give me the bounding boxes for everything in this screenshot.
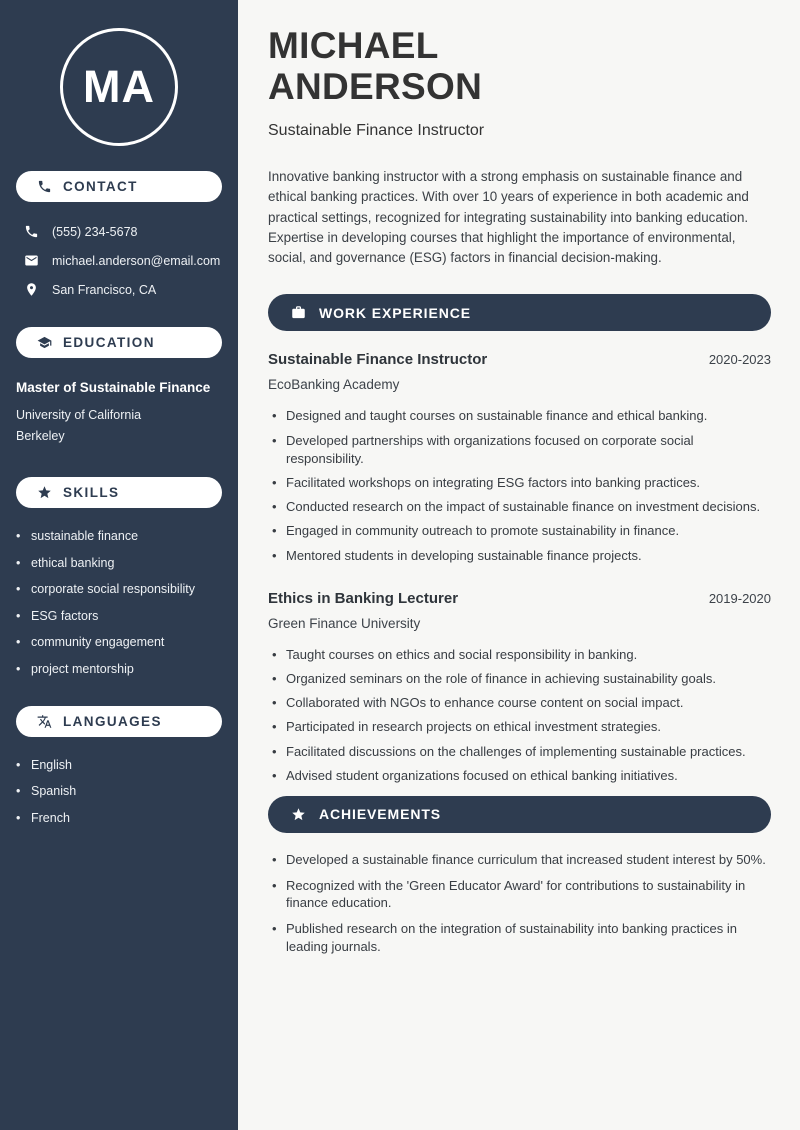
star-icon: [291, 807, 306, 822]
achievements-title: ACHIEVEMENTS: [319, 806, 442, 823]
job-bullet: • Advised student organizations focused on ethical banking initiatives.: [272, 767, 771, 785]
job-bullet: • Engaged in community outreach to promote sustainability in finance.: [272, 522, 771, 540]
contact-section-title: CONTACT: [63, 179, 138, 194]
job-header: [268, 590, 771, 607]
contact-email: [0, 253, 238, 268]
sidebar: [0, 0, 238, 1130]
job-entry: [268, 351, 771, 564]
skills-list: [0, 529, 238, 676]
job-bullet: • Facilitated discussions on the challenges of implementing sustainable practices.: [272, 743, 771, 761]
job-bullet: • Collaborated with NGOs to enhance course content on social impact.: [272, 694, 771, 712]
translate-icon: [37, 714, 52, 729]
job-title: Ethics in Banking Lecturer: [268, 589, 459, 607]
phone-value: (555) 234-5678: [52, 224, 138, 239]
education-campus: Berkeley: [16, 429, 65, 443]
avatar-initials: MA: [83, 61, 155, 112]
job-header: [268, 351, 771, 368]
job-bullet: • Participated in research projects on ethical investment strategies.: [272, 718, 771, 736]
job-bullet: • Taught courses on ethics and social responsibility in banking.: [272, 646, 771, 664]
skill-item: • project mentorship: [16, 662, 228, 676]
job-bullet: • Designed and taught courses on sustainable finance and ethical banking.: [272, 407, 771, 425]
job-bullet: • Conducted research on the impact of sustainable finance on investment decisions.: [272, 498, 771, 516]
achievement-item: • Published research on the integration of sustainability into banking practices in leading journals.: [272, 920, 771, 956]
skill-item: • corporate social responsibility: [16, 582, 228, 596]
job-bullet: • Developed partnerships with organizations focused on corporate social responsibility.: [272, 432, 771, 468]
job-title: Sustainable Finance Instructor: [268, 351, 488, 369]
languages-section-title: LANGUAGES: [63, 713, 162, 729]
job-bullet: • Organized seminars on the role of finance in achieving sustainability goals.: [272, 670, 771, 688]
achievements-banner: [268, 796, 771, 833]
headline: Sustainable Finance Instructor: [268, 122, 485, 139]
contact-list: [0, 224, 238, 297]
job-bullet-list: [272, 646, 771, 785]
last-name: ANDERSON: [268, 66, 483, 107]
main-content: [238, 0, 800, 1130]
location-icon: [24, 282, 39, 297]
education-section-title: EDUCATION: [63, 335, 155, 350]
graduation-cap-icon: [37, 335, 52, 350]
contact-location: [0, 282, 238, 297]
achievement-item: • Recognized with the 'Green Educator Award' for contributions to sustainability in finance education.: [272, 877, 771, 913]
phone-icon: [24, 224, 39, 239]
first-name: MICHAEL: [268, 25, 439, 66]
language-item: • English: [16, 758, 228, 772]
education-school: University of California: [16, 408, 142, 422]
email-value: michael.anderson@email.com: [52, 253, 221, 268]
work-experience-banner: [268, 294, 771, 331]
location-value: San Francisco, CA: [52, 282, 157, 297]
phone-icon: [37, 179, 52, 194]
job-bullet: • Facilitated workshops on integrating ESG factors into banking practices.: [272, 474, 771, 492]
education-section-header: [16, 327, 222, 358]
education-entry: [0, 380, 238, 447]
summary-paragraph: Innovative banking instructor with a strong emphasis on sustainable finance and ethical banking practices. With over 10 years of experience in both academic and practical settings, recognized for integrating sustainability into banking education. Expertise in developing courses that highlight the importance of environmental, social, and governance (ESG) factors in financial decision-making.: [268, 169, 749, 266]
skill-item: • community engagement: [16, 635, 228, 649]
skills-section-title: SKILLS: [63, 485, 120, 500]
skill-item: • ethical banking: [16, 556, 228, 570]
language-item: • French: [16, 811, 228, 825]
contact-section-header: [16, 171, 222, 202]
language-item: • Spanish: [16, 784, 228, 798]
skills-section-header: [16, 477, 222, 508]
languages-section-header: [16, 706, 222, 737]
briefcase-icon: [291, 305, 306, 320]
avatar: [60, 28, 178, 146]
achievements-list: [272, 851, 771, 956]
job-company: EcoBanking Academy: [268, 377, 400, 393]
contact-phone: [0, 224, 238, 239]
job-entry: [268, 590, 771, 785]
job-company: Green Finance University: [268, 615, 421, 631]
languages-list: [0, 758, 238, 825]
work-experience-title: WORK EXPERIENCE: [319, 304, 471, 321]
star-icon: [37, 485, 52, 500]
achievement-item: • Developed a sustainable finance curriculum that increased student interest by 50%.: [272, 851, 771, 869]
skill-item: • ESG factors: [16, 609, 228, 623]
job-bullet: • Mentored students in developing sustainable finance projects.: [272, 547, 771, 565]
job-dates: 2019-2020: [708, 590, 771, 606]
skill-item: • sustainable finance: [16, 529, 228, 543]
education-degree: Master of Sustainable Finance: [16, 380, 211, 395]
page-title: [268, 25, 771, 107]
job-bullet-list: [272, 407, 771, 564]
job-dates: 2020-2023: [708, 352, 771, 368]
email-icon: [24, 253, 39, 268]
